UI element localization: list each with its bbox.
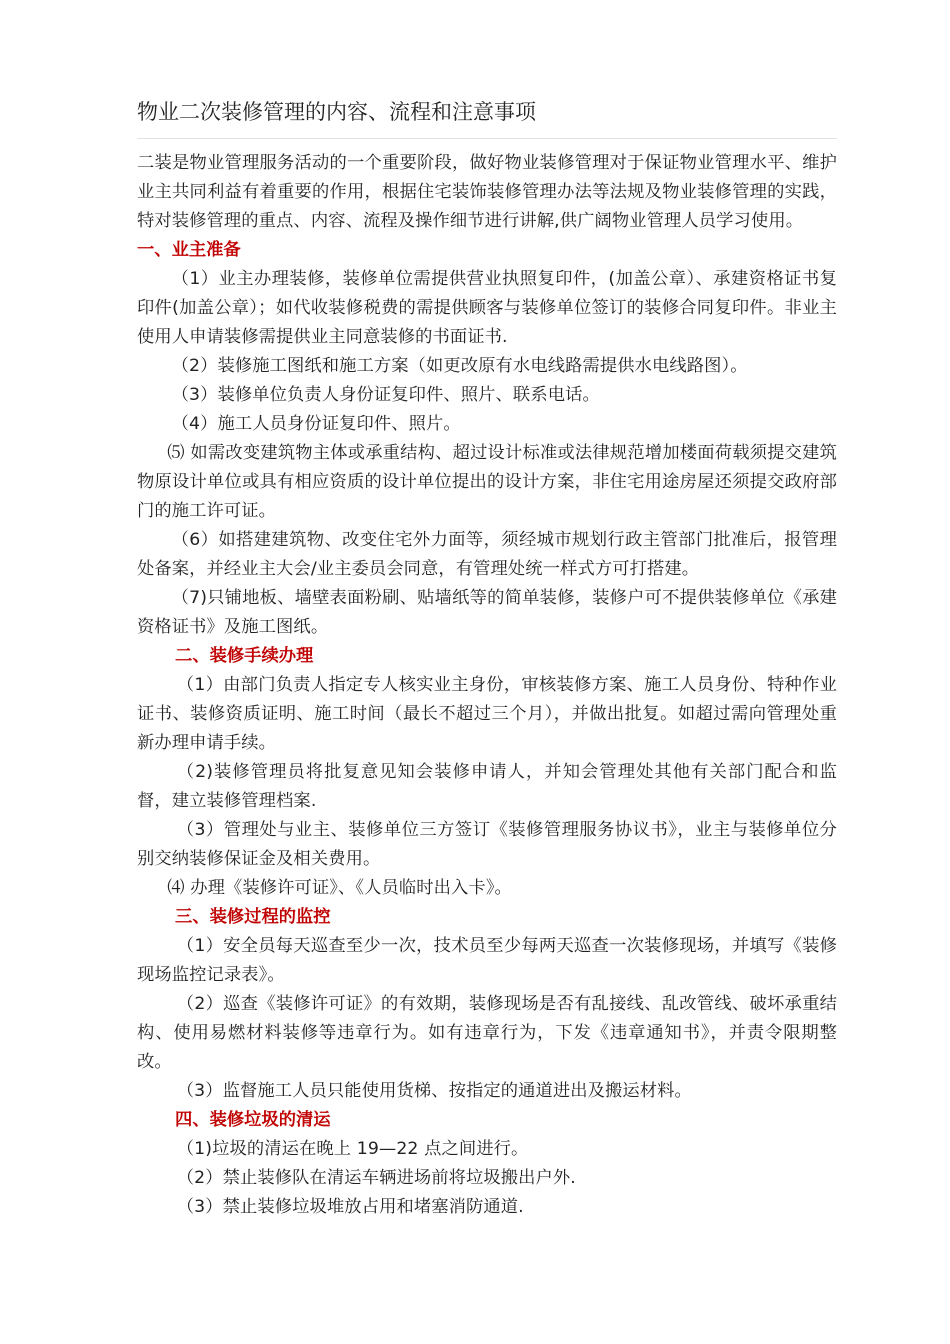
section-heading-owner-preparation: 一、业主准备 — [137, 240, 241, 260]
section4-item3: （3）禁止装修垃圾堆放占用和堵塞消防通道. — [176, 1197, 524, 1217]
section-heading-procedures: 二、装修手续办理 — [175, 646, 314, 666]
section1-item3: （3）装修单位负责人身份证复印件、照片、联系电话。 — [171, 385, 600, 405]
section3-item2: （2）巡查《装修许可证》的有效期，装修现场是否有乱接线、乱改管线、破坏承重结构、使用易燃材料装修等违章行为。如有违章行为，下发《违章通知书》，并责令限期整改。 — [137, 994, 837, 1072]
section1-item5: ⑸ 如需改变建筑物主体或承重结构、超过设计标准或法律规范增加楼面荷载须提交建筑物原设计单位或具有相应资质的设计单位提出的设计方案，非住宅用途房屋还须提交政府部门的施工许可证。 — [137, 443, 837, 521]
section1-item2: （2）装修施工图纸和施工方案（如更改原有水电线路需提供水电线路图）。 — [171, 356, 748, 376]
intro-paragraph: 二装是物业管理服务活动的一个重要阶段，做好物业装修管理对于保证物业管理水平、维护业主共同利益有着重要的作用，根据住宅装饰装修管理办法等法规及物业装修管理的实践，特对装修管理的重点、内容、流程及操作细节进行讲解,供广阔物业管理人员学习使用。 — [137, 153, 837, 231]
section1-item4: （4）施工人员身份证复印件、照片。 — [171, 414, 461, 434]
section3-item3: （3）监督施工人员只能使用货梯、按指定的通道进出及搬运材料。 — [176, 1081, 692, 1101]
section2-item1: （1）由部门负责人指定专人核实业主身份，审核装修方案、施工人员身份、特种作业证书、装修资质证明、施工时间（最长不超过三个月），并做出批复。如超过需向管理处重新办理申请手续。 — [137, 675, 837, 753]
section-heading-monitoring: 三、装修过程的监控 — [175, 907, 331, 927]
document-page — [137, 92, 837, 1222]
section2-item4: ⑷ 办理《装修许可证》、《人员临时出入卡》。 — [167, 878, 512, 898]
section1-item6: （6）如搭建建筑物、改变住宅外力面等，须经城市规划行政主管部门批准后，报管理处备案，并经业主大会/业主委员会同意，有管理处统一样式方可打搭建。 — [137, 530, 837, 579]
section4-item1: （1)垃圾的清运在晚上 19—22 点之间进行。 — [176, 1139, 529, 1159]
section2-item2: （2)装修管理员将批复意见知会装修申请人，并知会管理处其他有关部门配合和监督，建立装修管理档案. — [137, 762, 837, 811]
section2-item3: （3）管理处与业主、装修单位三方签订《装修管理服务协议书》，业主与装修单位分别交纳装修保证金及相关费用。 — [137, 820, 837, 869]
section1-item1: （1）业主办理装修，装修单位需提供营业执照复印件，(加盖公章）、承建资格证书复印件(加盖公章）；如代收装修税费的需提供顾客与装修单位签订的装修合同复印件。非业主使用人申请装修需提供业主同意装修的书面证书. — [137, 269, 837, 347]
section-heading-waste-removal: 四、装修垃圾的清运 — [175, 1110, 331, 1130]
title-divider — [137, 138, 837, 139]
section3-item1: （1）安全员每天巡查至少一次，技术员至少每两天巡查一次装修现场，并填写《装修现场监控记录表》。 — [137, 936, 837, 985]
section1-item7: （7)只铺地板、墙壁表面粉刷、贴墙纸等的简单装修，装修户可不提供装修单位《承建资格证书》及施工图纸。 — [137, 588, 837, 637]
document-title: 物业二次装修管理的内容、流程和注意事项 — [137, 100, 536, 124]
section4-item2: （2）禁止装修队在清运车辆进场前将垃圾搬出户外. — [176, 1168, 576, 1188]
